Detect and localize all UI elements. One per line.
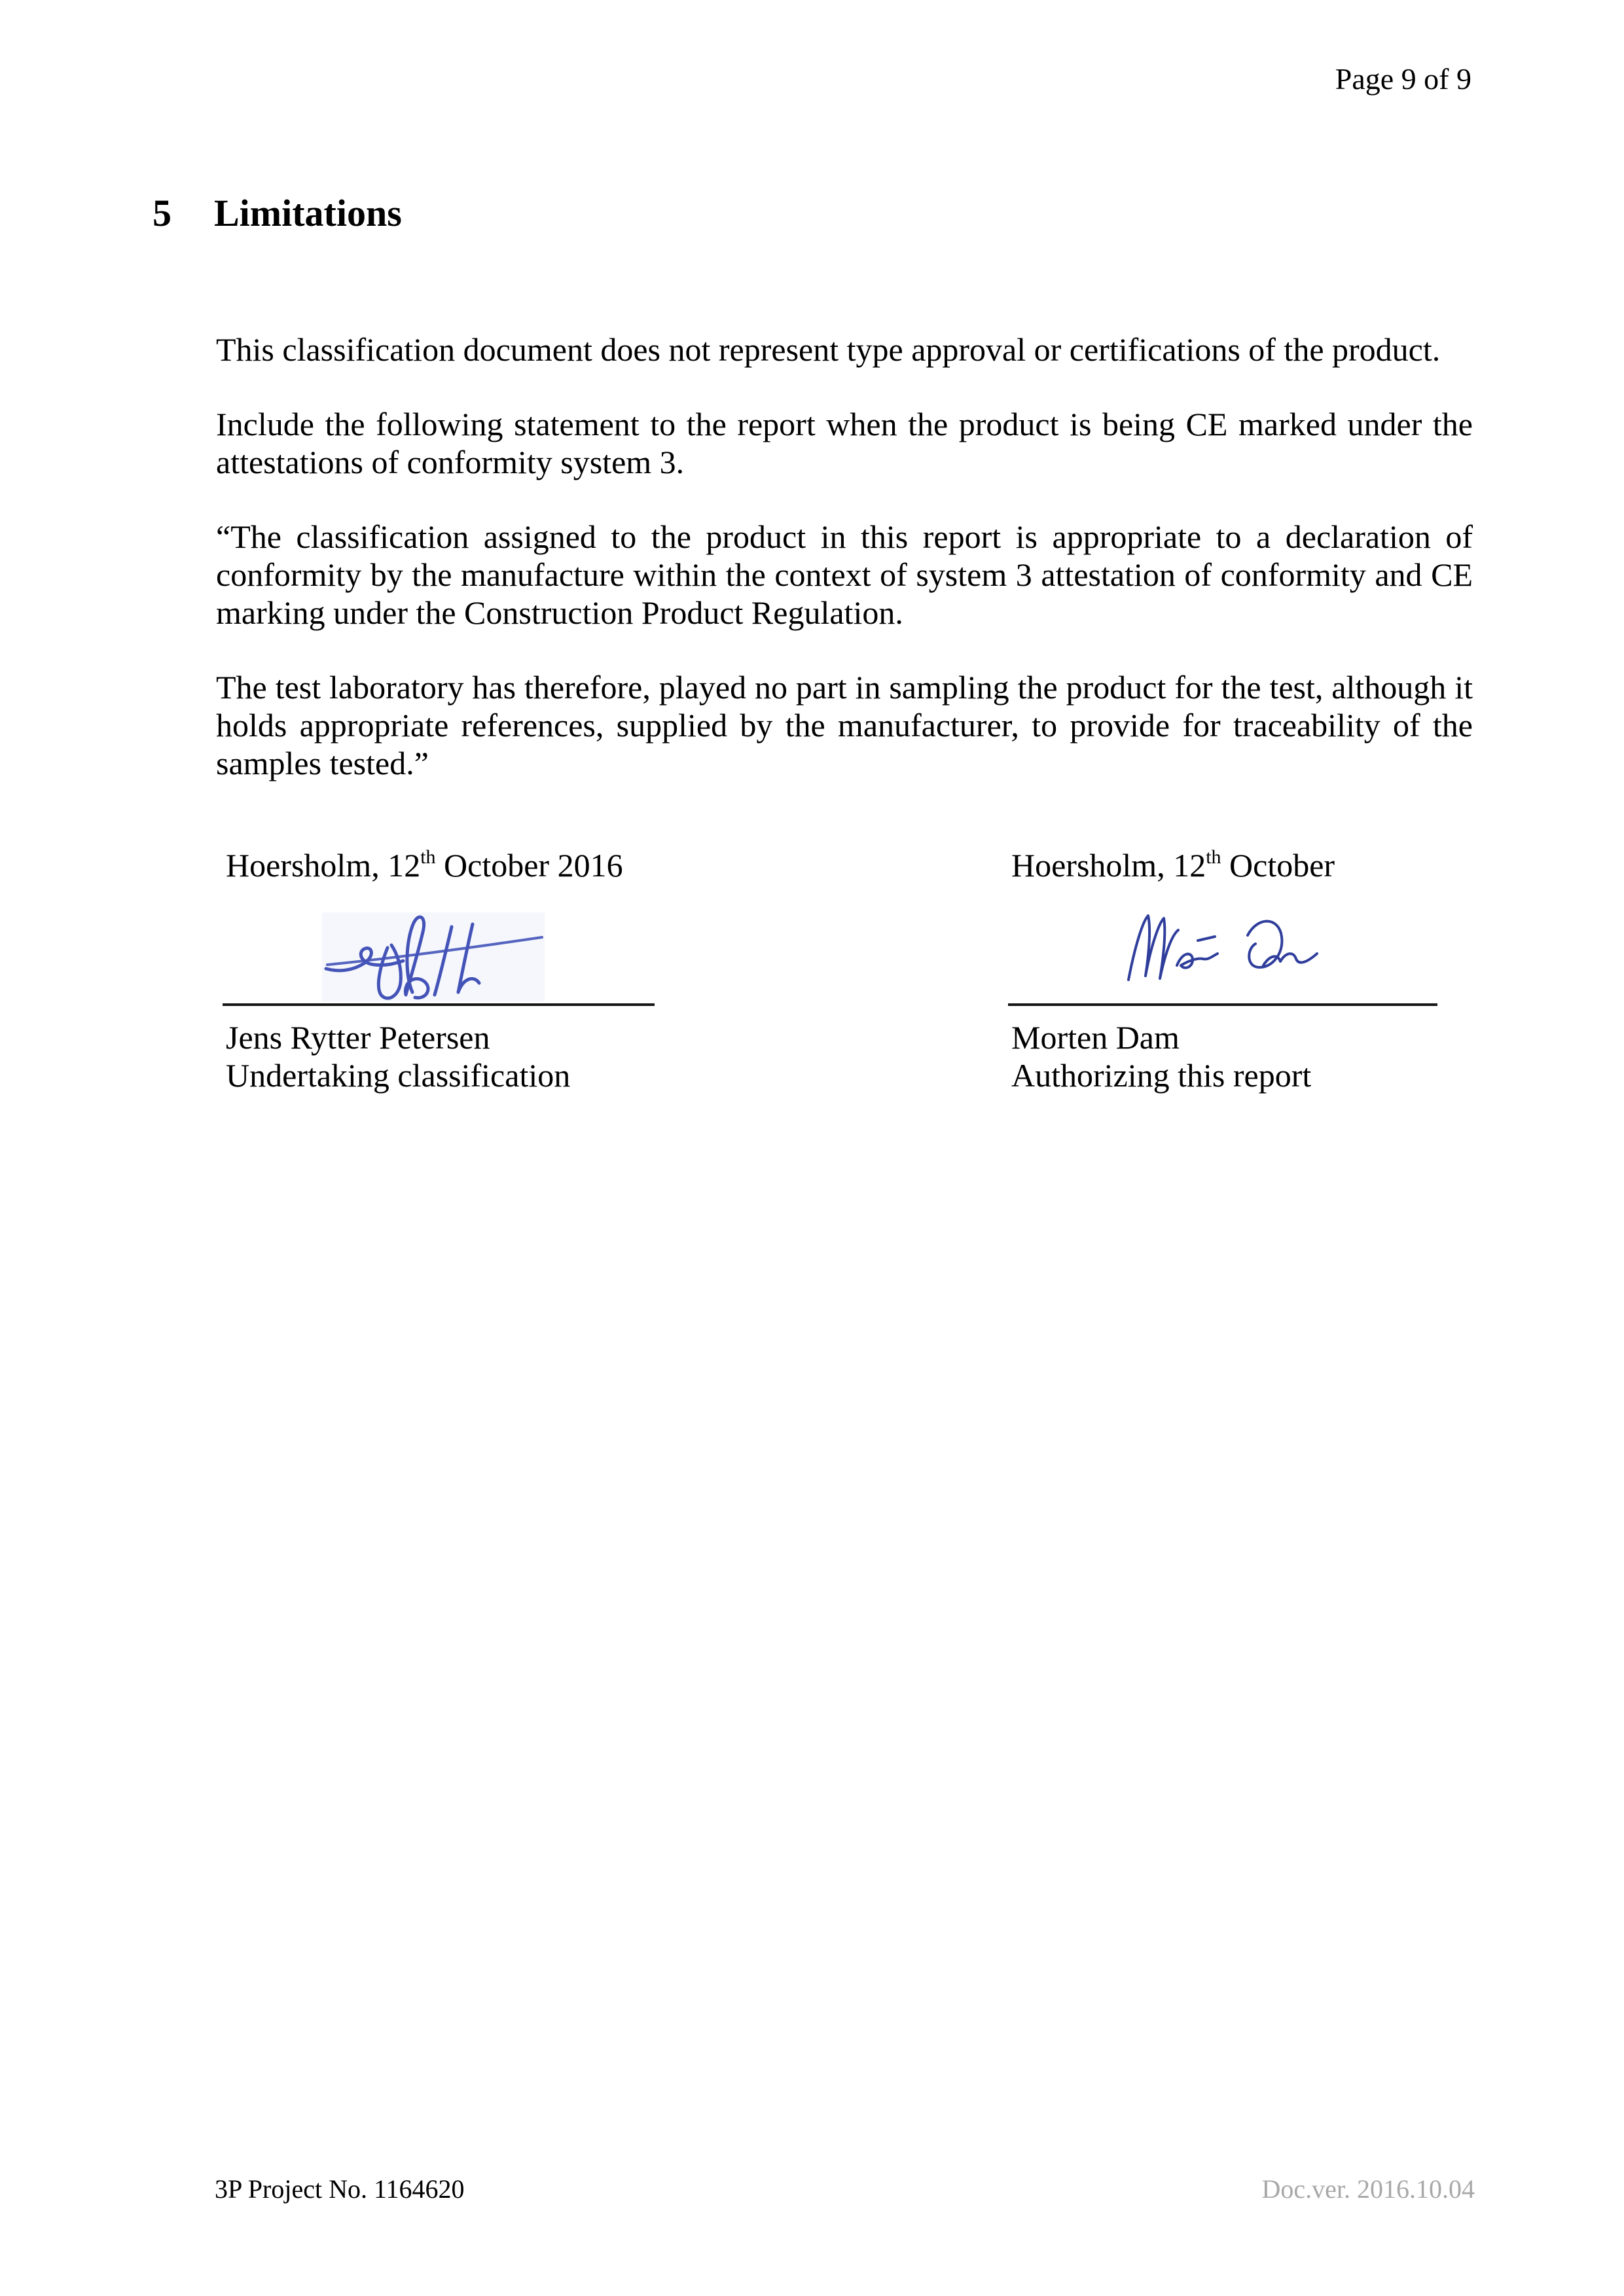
signatory-role: Authorizing this report	[1011, 1057, 1312, 1094]
signature-stroke	[1198, 937, 1215, 941]
scan-tint-rect	[322, 912, 545, 1001]
signatory-role: Undertaking classification	[226, 1057, 571, 1094]
footer-project-number: 3P Project No. 1164620	[215, 2174, 465, 2204]
handwritten-signature-left	[314, 908, 550, 1005]
date-ordinal-suffix: th	[1206, 846, 1221, 868]
paragraph: This classification document does not represent type approval or certifications of the product.	[216, 331, 1441, 368]
paragraph: The test laboratory has therefore, played no part in sampling the product for the test, although it holds appropriate references, supplied by the manufacturer, to provide for traceability of the samples tested.”	[216, 669, 1473, 781]
date-text: October 2016	[435, 847, 623, 884]
signature-stroke	[1177, 954, 1218, 968]
section-title: Limitations	[214, 192, 402, 234]
date-place-right	[1011, 846, 1335, 884]
date-text: Hoersholm, 12	[1011, 847, 1206, 884]
signature-line-left	[223, 1003, 655, 1006]
date-ordinal-suffix: th	[420, 846, 436, 868]
paragraph: Include the following statement to the report when the product is being CE marked under the attestations of conformity system 3.	[216, 406, 1473, 480]
page-number: Page 9 of 9	[1335, 62, 1471, 96]
signatory-name: Jens Rytter Petersen	[226, 1019, 490, 1056]
paragraph: “The classification assigned to the product in this report is appropriate to a declaration of conformity by the manufacture within the context of system 3 attestation of conformity and CE marking under the Construction Product Regulation.	[216, 518, 1473, 631]
date-text: Hoersholm, 12	[226, 847, 421, 884]
signature-stroke	[1128, 916, 1178, 980]
footer-doc-version: Doc.ver. 2016.10.04	[1261, 2174, 1475, 2204]
date-text: October	[1221, 847, 1335, 884]
signatory-name: Morten Dam	[1011, 1019, 1180, 1056]
section-heading	[153, 194, 402, 233]
signature-line-right	[1008, 1003, 1437, 1006]
signature-stroke	[1248, 921, 1317, 967]
section-number: 5	[153, 192, 171, 234]
handwritten-signature-right	[1119, 912, 1342, 989]
signatory-left	[226, 1018, 570, 1094]
date-place-left	[226, 846, 623, 884]
body-text	[216, 331, 1473, 819]
signatory-right	[1011, 1018, 1311, 1094]
